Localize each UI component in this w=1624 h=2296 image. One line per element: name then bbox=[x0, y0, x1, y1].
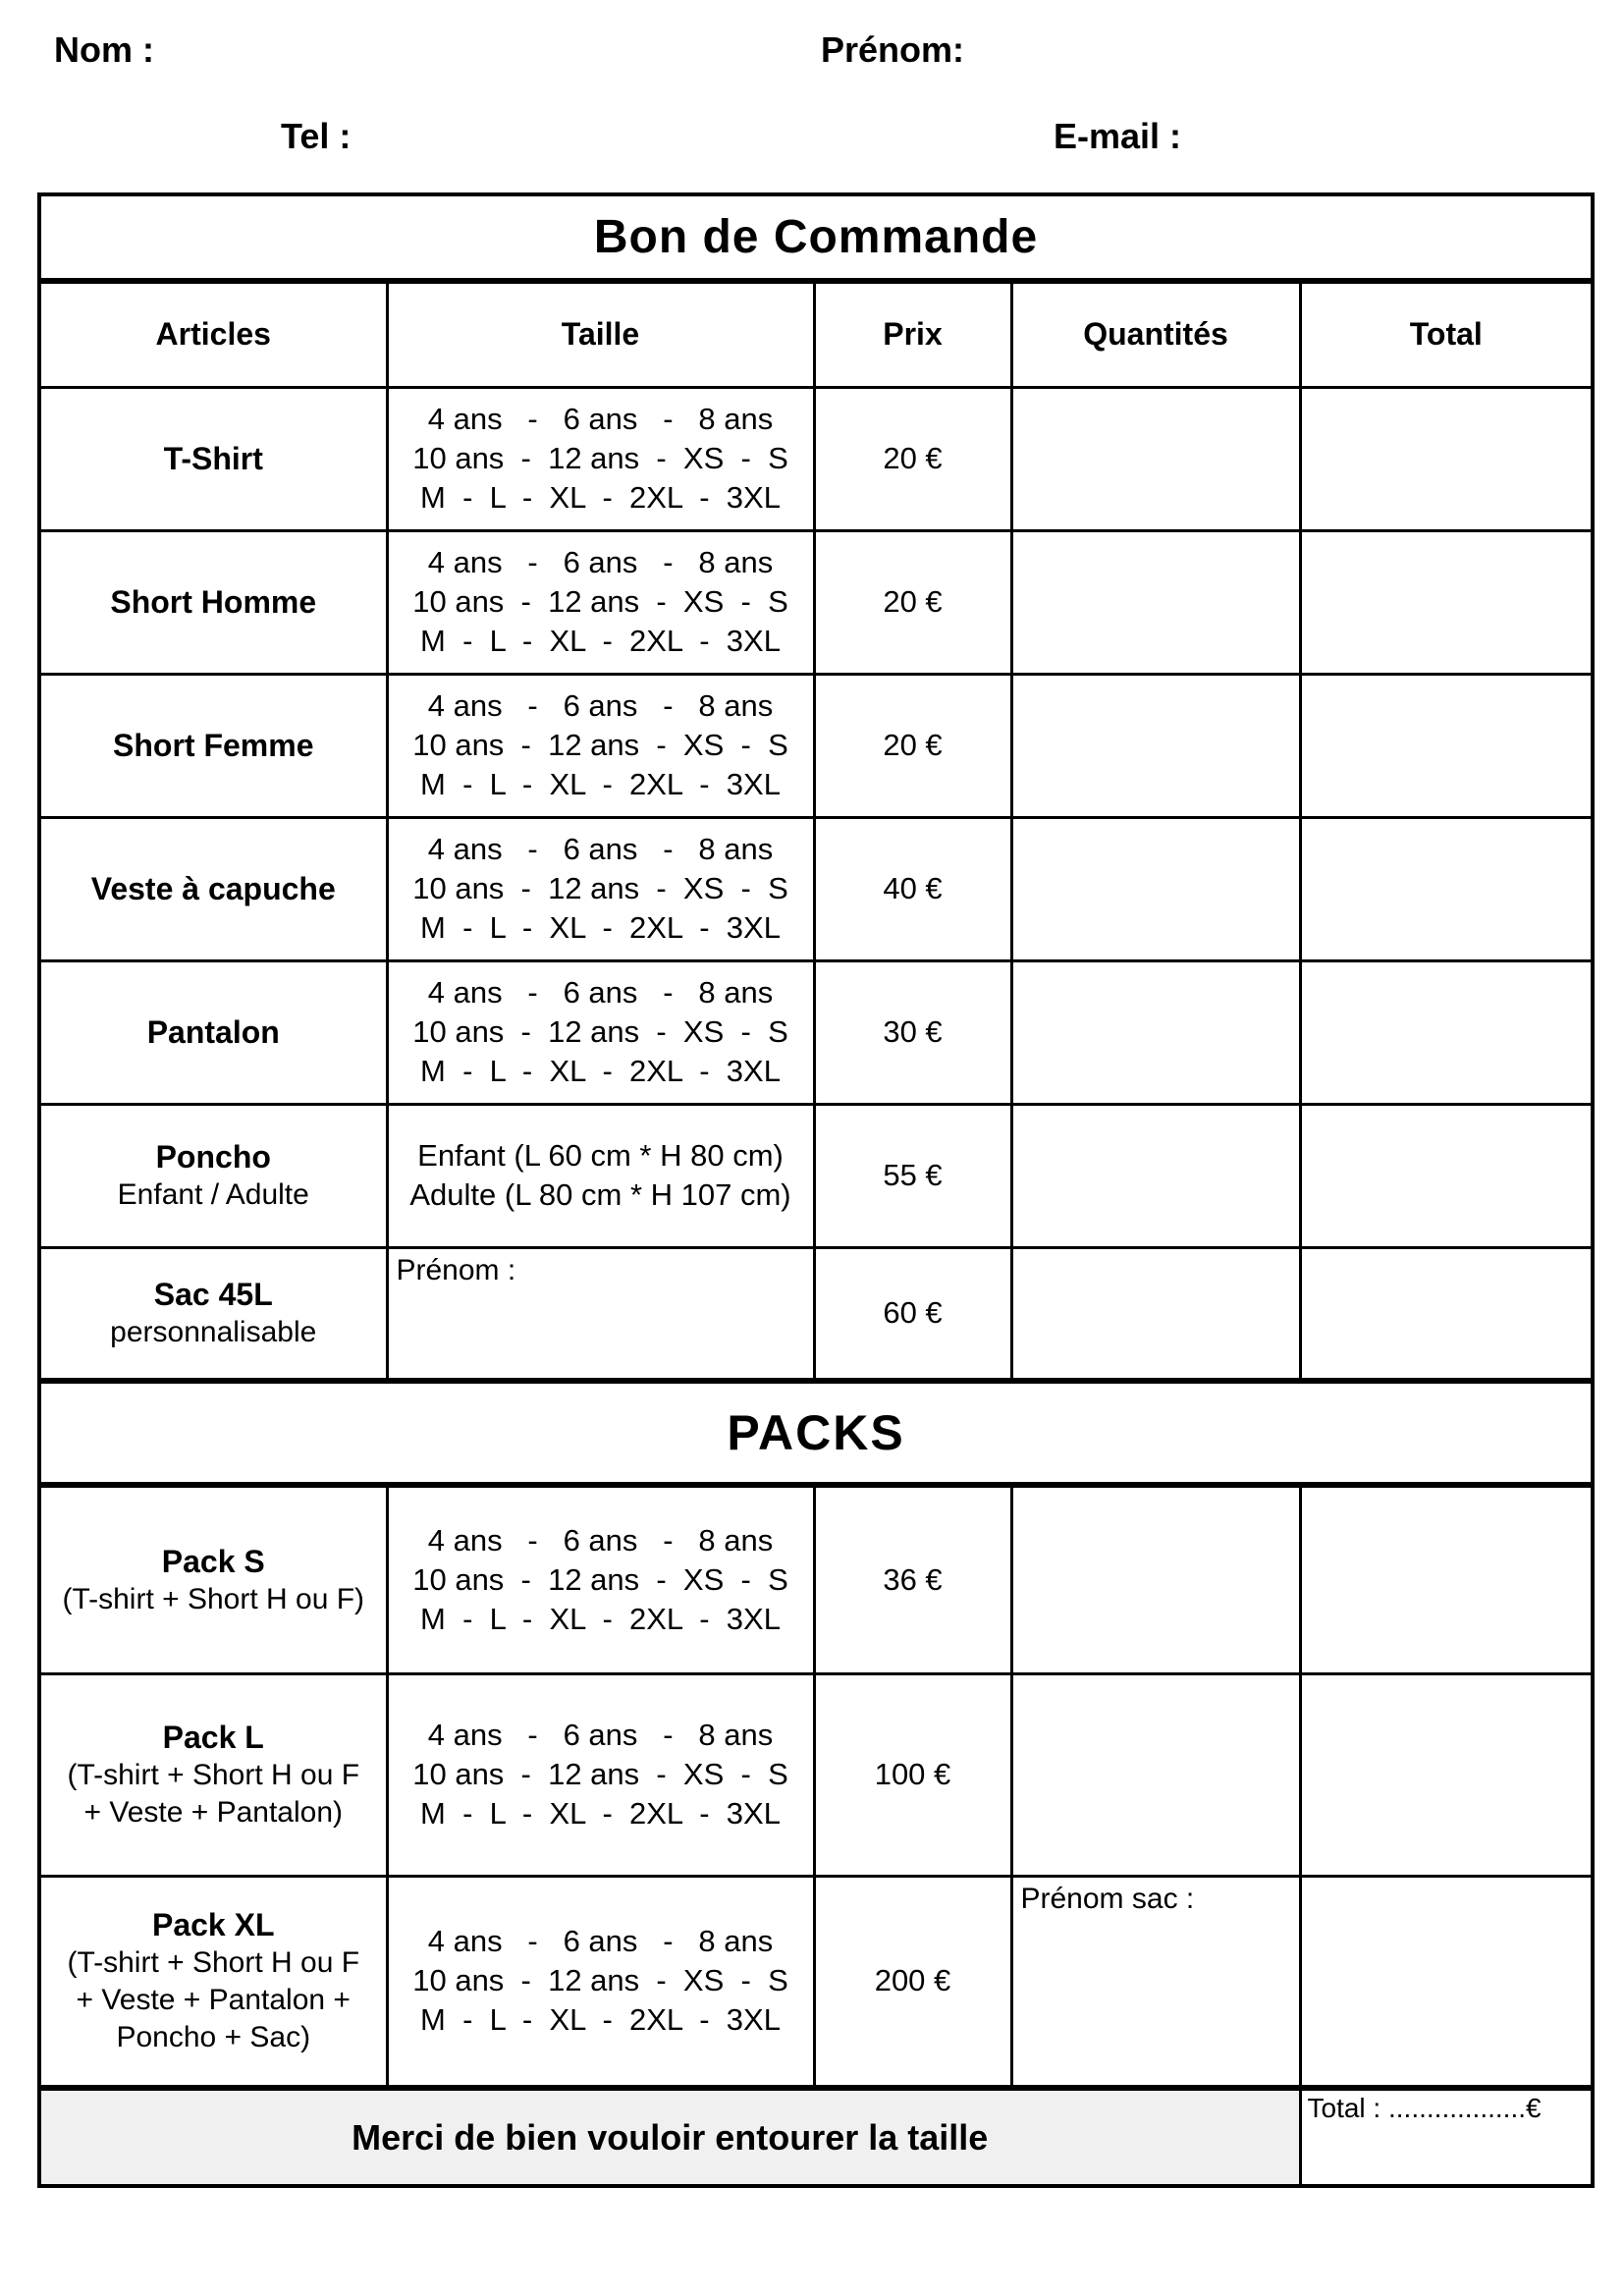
total-cell[interactable] bbox=[1300, 530, 1593, 674]
article-cell bbox=[39, 1876, 387, 2088]
taille-line: 4 ans - 6 ans - 8 ans bbox=[427, 1718, 774, 1752]
article-subtitle: Enfant / Adulte bbox=[117, 1178, 309, 1211]
total-cell[interactable] bbox=[1300, 1104, 1593, 1247]
quantite-cell[interactable] bbox=[1011, 1247, 1300, 1381]
row-pack-xl bbox=[39, 1876, 1593, 2088]
row-pack-l bbox=[39, 1673, 1593, 1876]
prix-cell: 200 € bbox=[814, 1876, 1011, 2088]
taille-cell bbox=[387, 674, 814, 817]
article-cell bbox=[39, 960, 387, 1104]
packs-section-title: PACKS bbox=[39, 1381, 1593, 1485]
article-name: Short Femme bbox=[113, 728, 314, 763]
taille-cell bbox=[387, 1485, 814, 1673]
taille-cell bbox=[387, 1876, 814, 2088]
taille-line: 4 ans - 6 ans - 8 ans bbox=[427, 832, 774, 866]
footer-message: Merci de bien vouloir entourer la taille bbox=[39, 2088, 1300, 2186]
column-header-taille: Taille bbox=[387, 281, 814, 387]
taille-cell bbox=[387, 530, 814, 674]
column-header-row bbox=[39, 281, 1593, 387]
article-subtitle: personnalisable bbox=[110, 1316, 317, 1349]
prix-cell: 100 € bbox=[814, 1673, 1011, 1876]
row-short-homme bbox=[39, 530, 1593, 674]
article-name: T-Shirt bbox=[163, 441, 263, 476]
prix-cell: 40 € bbox=[814, 817, 1011, 960]
taille-line: M - L - XL - 2XL - 3XL bbox=[420, 2002, 781, 2038]
taille-line: 4 ans - 6 ans - 8 ans bbox=[427, 545, 774, 579]
tel-label: Tel : bbox=[281, 116, 352, 156]
taille-line: 10 ans - 12 ans - XS - S bbox=[412, 441, 788, 475]
table-title-row bbox=[39, 194, 1593, 281]
taille-line: 4 ans - 6 ans - 8 ans bbox=[427, 1924, 774, 1959]
article-subtitle: (T-shirt + Short H ou F bbox=[67, 1759, 360, 1791]
row-pantalon bbox=[39, 960, 1593, 1104]
row-poncho bbox=[39, 1104, 1593, 1247]
prenom-sac-fill-cell[interactable] bbox=[1011, 1876, 1300, 2088]
taille-line: M - L - XL - 2XL - 3XL bbox=[420, 1601, 781, 1636]
taille-cell bbox=[387, 1104, 814, 1247]
grand-total-cell[interactable]: Total : ..................€ bbox=[1300, 2088, 1593, 2186]
article-subtitle: (T-shirt + Short H ou F bbox=[67, 1946, 360, 1980]
taille-line: M - L - XL - 2XL - 3XL bbox=[420, 1054, 781, 1088]
prenom-note-label: Prénom : bbox=[396, 1253, 516, 1286]
article-cell bbox=[39, 817, 387, 960]
row-veste-a-capuche bbox=[39, 817, 1593, 960]
column-header-total: Total bbox=[1300, 281, 1593, 387]
quantite-cell[interactable] bbox=[1011, 960, 1300, 1104]
taille-line: 4 ans - 6 ans - 8 ans bbox=[427, 688, 774, 723]
column-header-quantites: Quantités bbox=[1011, 281, 1300, 387]
taille-line: 10 ans - 12 ans - XS - S bbox=[412, 728, 788, 762]
taille-line: M - L - XL - 2XL - 3XL bbox=[420, 910, 781, 945]
footer-row bbox=[39, 2088, 1593, 2186]
taille-line: 10 ans - 12 ans - XS - S bbox=[412, 1561, 788, 1597]
total-cell[interactable] bbox=[1300, 1247, 1593, 1381]
article-name: Sac 45L bbox=[153, 1277, 273, 1313]
taille-cell bbox=[387, 960, 814, 1104]
quantite-cell[interactable] bbox=[1011, 530, 1300, 674]
row-pack-s bbox=[39, 1485, 1593, 1673]
article-cell bbox=[39, 387, 387, 530]
article-name: Pantalon bbox=[146, 1014, 280, 1050]
row-sac-45l bbox=[39, 1247, 1593, 1381]
article-cell bbox=[39, 1104, 387, 1247]
taille-line: M - L - XL - 2XL - 3XL bbox=[420, 1796, 781, 1831]
total-cell[interactable] bbox=[1300, 674, 1593, 817]
total-cell[interactable] bbox=[1300, 387, 1593, 530]
prenom-fill-cell[interactable] bbox=[387, 1247, 814, 1381]
taille-cell bbox=[387, 1673, 814, 1876]
prix-cell: 20 € bbox=[814, 674, 1011, 817]
taille-line: M - L - XL - 2XL - 3XL bbox=[420, 767, 781, 801]
nom-label: Nom : bbox=[54, 29, 154, 70]
taille-line: 4 ans - 6 ans - 8 ans bbox=[427, 402, 774, 436]
form-header bbox=[0, 0, 1624, 192]
taille-line: 10 ans - 12 ans - XS - S bbox=[412, 584, 788, 619]
prix-cell: 36 € bbox=[814, 1485, 1011, 1673]
article-subtitle: + Veste + Pantalon + bbox=[76, 1984, 351, 2017]
article-cell bbox=[39, 1485, 387, 1673]
quantite-cell[interactable] bbox=[1011, 387, 1300, 530]
table-title: Bon de Commande bbox=[39, 194, 1593, 281]
quantite-cell[interactable] bbox=[1011, 1485, 1300, 1673]
article-subtitle: Poncho + Sac) bbox=[116, 2021, 311, 2054]
article-cell bbox=[39, 674, 387, 817]
article-name: Pack XL bbox=[151, 1907, 275, 1943]
taille-cell bbox=[387, 387, 814, 530]
article-subtitle: (T-shirt + Short H ou F) bbox=[62, 1582, 365, 1615]
quantite-cell[interactable] bbox=[1011, 674, 1300, 817]
prix-cell: 30 € bbox=[814, 960, 1011, 1104]
taille-line: 10 ans - 12 ans - XS - S bbox=[412, 871, 788, 905]
taille-line: 4 ans - 6 ans - 8 ans bbox=[427, 975, 774, 1010]
column-header-articles: Articles bbox=[39, 281, 387, 387]
article-cell bbox=[39, 1673, 387, 1876]
taille-line: 4 ans - 6 ans - 8 ans bbox=[427, 1522, 774, 1558]
taille-line: Adulte (L 80 cm * H 107 cm) bbox=[409, 1177, 791, 1212]
taille-line: 10 ans - 12 ans - XS - S bbox=[412, 1014, 788, 1049]
email-label: E-mail : bbox=[1054, 116, 1182, 156]
prix-cell: 20 € bbox=[814, 387, 1011, 530]
article-name: Veste à capuche bbox=[90, 871, 336, 906]
total-cell[interactable] bbox=[1300, 1673, 1593, 1876]
row-tshirt bbox=[39, 387, 1593, 530]
taille-line: 10 ans - 12 ans - XS - S bbox=[412, 1963, 788, 1998]
article-name: Poncho bbox=[155, 1139, 271, 1175]
prix-cell: 60 € bbox=[814, 1247, 1011, 1381]
quantite-cell[interactable] bbox=[1011, 817, 1300, 960]
article-subtitle: + Veste + Pantalon) bbox=[83, 1796, 344, 1829]
total-cell[interactable] bbox=[1300, 1876, 1593, 2088]
quantite-cell[interactable] bbox=[1011, 1104, 1300, 1247]
total-cell[interactable] bbox=[1300, 1485, 1593, 1673]
total-cell[interactable] bbox=[1300, 960, 1593, 1104]
taille-line: M - L - XL - 2XL - 3XL bbox=[420, 624, 781, 658]
total-cell[interactable] bbox=[1300, 817, 1593, 960]
article-name: Short Homme bbox=[110, 584, 317, 620]
row-short-femme bbox=[39, 674, 1593, 817]
column-header-prix: Prix bbox=[814, 281, 1011, 387]
taille-line: M - L - XL - 2XL - 3XL bbox=[420, 480, 781, 515]
taille-cell bbox=[387, 817, 814, 960]
prenom-label: Prénom: bbox=[821, 29, 965, 70]
prix-cell: 20 € bbox=[814, 530, 1011, 674]
taille-line: 10 ans - 12 ans - XS - S bbox=[412, 1757, 788, 1791]
article-cell bbox=[39, 530, 387, 674]
quantite-cell[interactable] bbox=[1011, 1673, 1300, 1876]
prix-cell: 55 € bbox=[814, 1104, 1011, 1247]
article-cell bbox=[39, 1247, 387, 1381]
article-name: Pack L bbox=[162, 1720, 264, 1755]
order-table bbox=[37, 192, 1595, 2188]
article-name: Pack S bbox=[161, 1543, 265, 1579]
prenom-sac-note-label: Prénom sac : bbox=[1020, 1882, 1195, 1915]
taille-line: Enfant (L 60 cm * H 80 cm) bbox=[417, 1138, 784, 1173]
packs-section-row bbox=[39, 1381, 1593, 1485]
